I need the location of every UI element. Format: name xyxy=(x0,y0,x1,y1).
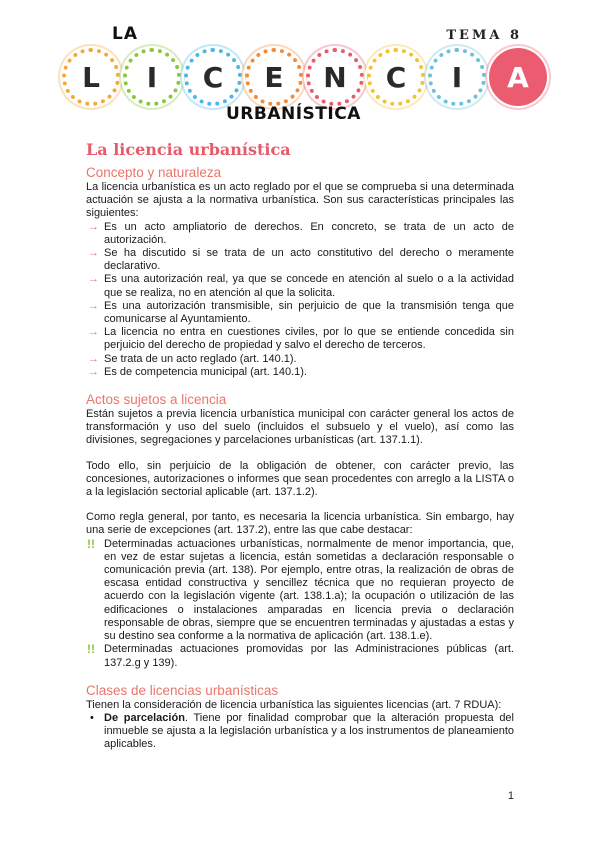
list-item: → Es una autorización transmisible, sin perjuicio de que la transmisión tenga que comunicarse al Ayuntamiento. xyxy=(88,299,514,326)
arrow-icon: → xyxy=(88,247,99,260)
paragraph: Todo ello, sin perjuicio de la obligación de obtener, con carácter previo, las concesiones, autorizaciones o informes que sean procedentes con arreglo a la LISTA o a la legislación sectorial aplicable (art. 137.1.2). xyxy=(86,459,514,499)
section-heading-clases: Clases de licencias urbanísticas xyxy=(86,682,279,698)
arrow-icon: → xyxy=(88,326,99,339)
tema-label: TEMA 8 xyxy=(446,28,522,43)
list-item: → La licencia no entra en cuestiones civiles, por lo que se entiende concedida sin perjuicio del derecho de propiedad y salvo el derecho de terceros. xyxy=(88,326,514,352)
list-item: !! Determinadas actuaciones promovidas por las Administraciones públicas (art. 137.2.g y 139). xyxy=(87,642,514,669)
license-type-term: De parcelación xyxy=(104,711,185,724)
document-title: La licencia urbanística xyxy=(86,140,291,159)
arrow-icon: → xyxy=(88,273,99,286)
paragraph-intro: Tienen la consideración de licencia urbanística las siguientes licencias (art. 7 RDUA): xyxy=(86,698,502,711)
letter-glyph: L xyxy=(82,60,100,94)
list-item: → Se ha discutido si se trata de un acto constitutivo del derecho o meramente declarativo. xyxy=(88,247,514,273)
letter-circle xyxy=(306,48,364,106)
list-item: → Es una autorización real, ya que se concede en atención al suelo o a la actividad que se realiza, no en atención al que la solicita. xyxy=(88,273,514,299)
list-item: • De parcelación. Tiene por finalidad comprobar que la alteración propuesta del inmueble se ajusta a la legislación urbanística y a los instrumentos de planeamiento aplicables. xyxy=(90,711,514,751)
letter-glyph: E xyxy=(264,60,284,94)
list-item: !! Determinadas actuaciones urbanísticas, normalmente de menor importancia, que, en vez de estar sujetas a licencia, están sometidas a declaración responsable o comunicación previa (art. 138). Por ejemplo, entre otras, la realización de obras de escasa entidad constructiva y sencillez técnica que no requieran proyecto de acuerdo con la legislación vigente (art. 138.1.a); la ocupación o utilización de las edificaciones o instalaciones amparadas en licencia previa o declaración responsable de obras, siempre que se encuentren terminadas y ajustadas a estas y su destino sea conforme a la normativa de aplicación (art. 138.1.e). xyxy=(87,536,514,643)
paragraph-intro: La licencia urbanística es un acto reglado por el que se comprueba si una determinada actuación se ajusta a la normativa urbanística. Son sus características principales las siguientes: xyxy=(86,181,514,220)
bullet-icon: • xyxy=(90,711,94,724)
letter-glyph: I xyxy=(146,60,158,94)
letter-circle xyxy=(367,48,425,106)
paragraph: Como regla general, por tanto, es necesaria la licencia urbanística. Sin embargo, hay una serie de excepciones (art. 137.2), entre las que cabe destacar: xyxy=(86,511,514,537)
letter-glyph: N xyxy=(323,60,347,94)
document-body xyxy=(86,140,514,752)
page-number: 1 xyxy=(507,790,514,802)
letter-glyph: A xyxy=(507,60,529,94)
letter-circle xyxy=(184,48,242,106)
letter-circle xyxy=(245,48,303,106)
page-header xyxy=(0,0,600,135)
letter-circle xyxy=(428,48,486,106)
letter-circle xyxy=(489,48,547,106)
letter-glyph: C xyxy=(385,60,407,94)
letter-circle xyxy=(62,48,120,106)
paragraph: Están sujetos a previa licencia urbanística municipal con carácter general los actos de transformación y uso del suelo (incluidos el subsuelo y el vuelo), así como las divisiones, segregaciones y parcelaciones urbanísticas (art. 137.1.1). xyxy=(86,408,514,447)
exclamation-icon: !! xyxy=(87,536,95,551)
characteristics-list xyxy=(86,221,514,379)
list-item: → Es de competencia municipal (art. 140.1). xyxy=(88,365,307,378)
section-heading-concepto: Concepto y naturaleza xyxy=(86,165,222,180)
section-heading-actos: Actos sujetos a licencia xyxy=(86,392,227,408)
exclamation-icon: !! xyxy=(87,642,95,657)
letter-glyph: I xyxy=(451,60,463,94)
letter-circles xyxy=(62,48,542,104)
list-item: → Es un acto ampliatorio de derechos. En concreto, se trata de un acto de autorización. xyxy=(88,220,514,246)
license-types-list xyxy=(86,712,514,752)
letter-circle xyxy=(123,48,181,106)
arrow-icon: → xyxy=(88,365,99,378)
exceptions-list xyxy=(86,538,514,670)
arrow-icon: → xyxy=(88,299,99,312)
header-urbanistica: URBANÍSTICA xyxy=(226,104,361,124)
header-la: LA xyxy=(112,24,138,44)
arrow-icon: → xyxy=(88,220,99,233)
list-item: → Se trata de un acto reglado (art. 140.1). xyxy=(88,352,297,365)
arrow-icon: → xyxy=(88,352,99,365)
letter-glyph: C xyxy=(202,60,224,94)
